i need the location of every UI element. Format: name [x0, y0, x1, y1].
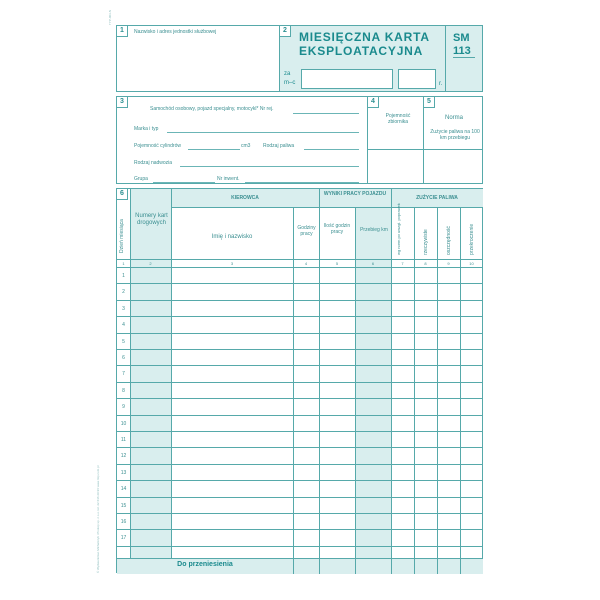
za-label: za [284, 71, 291, 77]
make-model-label: Marka i typ [134, 126, 159, 132]
col-number: 7 [401, 261, 404, 266]
carry-forward-row [117, 558, 483, 574]
table-row[interactable]: 6 [117, 349, 483, 366]
carry-forward-label: Do przeniesienia [177, 561, 233, 568]
header-driver: KIEROWCA [231, 195, 259, 201]
section-number: 1 [117, 26, 128, 37]
group-label: Grupa [134, 176, 148, 182]
col-number: 6 [371, 261, 375, 266]
col-number: 8 [424, 261, 427, 266]
col-number: 3 [230, 261, 234, 266]
col-number: 2 [149, 261, 152, 266]
section-1-box [116, 25, 280, 92]
table-row[interactable]: 3 [117, 300, 483, 317]
header-card-numbers: Numery kart drogowych [135, 213, 168, 226]
table-row[interactable]: 2 [117, 283, 483, 300]
col-number: 9 [447, 261, 450, 266]
tank-capacity-label: Pojemność zbiornika [385, 113, 411, 125]
header-day-of-month: Dzień miesiąca [119, 219, 125, 253]
section-2-box [279, 25, 446, 92]
col-number: 1 [122, 261, 125, 266]
section-5-box [423, 96, 483, 184]
norm-label: Norma [444, 115, 463, 121]
section-number: 5 [424, 97, 435, 108]
section-4-box [367, 96, 424, 184]
header-actual: rzeczywiste [423, 229, 429, 255]
table-row[interactable]: 15 [117, 497, 483, 514]
form-code-box [445, 25, 483, 92]
section-6-table [116, 188, 483, 573]
col-number: 5 [335, 261, 339, 266]
table-row[interactable]: 16 [117, 513, 483, 530]
table-row[interactable]: 12 [117, 447, 483, 464]
print-code: TYP-003-N [108, 9, 112, 25]
form-code-number: 113 [453, 45, 471, 57]
col-number: 10 [469, 261, 474, 266]
table-row[interactable]: 14 [117, 480, 483, 497]
header-name: Imię i nazwisko [211, 234, 253, 240]
table-row[interactable]: 11 [117, 431, 483, 448]
fuel-type-label: Rodzaj paliwa [263, 143, 295, 149]
header-work-hours: Godziny pracy [297, 225, 316, 237]
year-label: r. [439, 81, 443, 87]
year-field[interactable] [398, 69, 436, 89]
section-number: 2 [280, 26, 291, 37]
header-fuel-consumption: ZUŻYCIE PALIWA [416, 195, 458, 201]
table-row[interactable]: 13 [117, 464, 483, 481]
table-row[interactable]: 4 [117, 316, 483, 333]
engine-capacity-label: Pojemność cylindrów [134, 143, 181, 149]
form-code-sm: SM [453, 32, 470, 44]
form-title-line-2: EKSPLOATACYJNA [299, 44, 424, 58]
header-mileage: Przebieg km [360, 227, 388, 233]
header-per-norm: wg norm po uwzgl. poprawek [396, 203, 401, 255]
table-row[interactable]: 10 [117, 415, 483, 432]
month-label: m–c [284, 80, 296, 86]
body-type-label: Rodzaj nadwozia [134, 160, 173, 166]
cm3-unit: cm3 [241, 143, 251, 149]
section-number: 4 [368, 97, 379, 108]
form-title-line-1: MIESIĘCZNA KARTA [299, 30, 430, 44]
table-row[interactable]: 1 [117, 267, 483, 284]
section-1-label: Nazwisko i adres jednostki służbowej [134, 29, 217, 35]
inventory-number-label: Nr inwent. [217, 176, 240, 182]
header-savings: oszczędność [446, 226, 452, 255]
section-number: 3 [117, 97, 128, 108]
table-row[interactable]: 5 [117, 333, 483, 350]
header-excess: przekroczenie [469, 223, 475, 255]
header-hours-count: Ilość godzin pracy [323, 223, 351, 235]
month-field[interactable] [301, 69, 393, 89]
carry-forward-label-cell [117, 559, 294, 574]
publisher-note: © Wydawnictwo Michalczyk i Prokop sp. z o.o. tel. 22 636 29 96 www.mip.com.pl [96, 465, 100, 573]
section-3-box [116, 96, 368, 184]
vehicle-type-label: Samochód osobowy, pojazd specjalny, motocykl* Nr rej. [150, 106, 274, 112]
col-number: 4 [304, 261, 308, 266]
form-sheet [96, 9, 493, 583]
section-number: 6 [117, 189, 128, 200]
table-row[interactable]: 8 [117, 382, 483, 399]
table-row[interactable]: 7 [117, 365, 483, 382]
table-row[interactable]: 17 [117, 529, 483, 546]
table-row[interactable]: 9 [117, 398, 483, 415]
header-vehicle-results: WYNIKI PRACY POJAZDU [323, 191, 387, 197]
norm-sublabel: Zużycie paliwa na 100 km przebiegu [430, 129, 480, 141]
